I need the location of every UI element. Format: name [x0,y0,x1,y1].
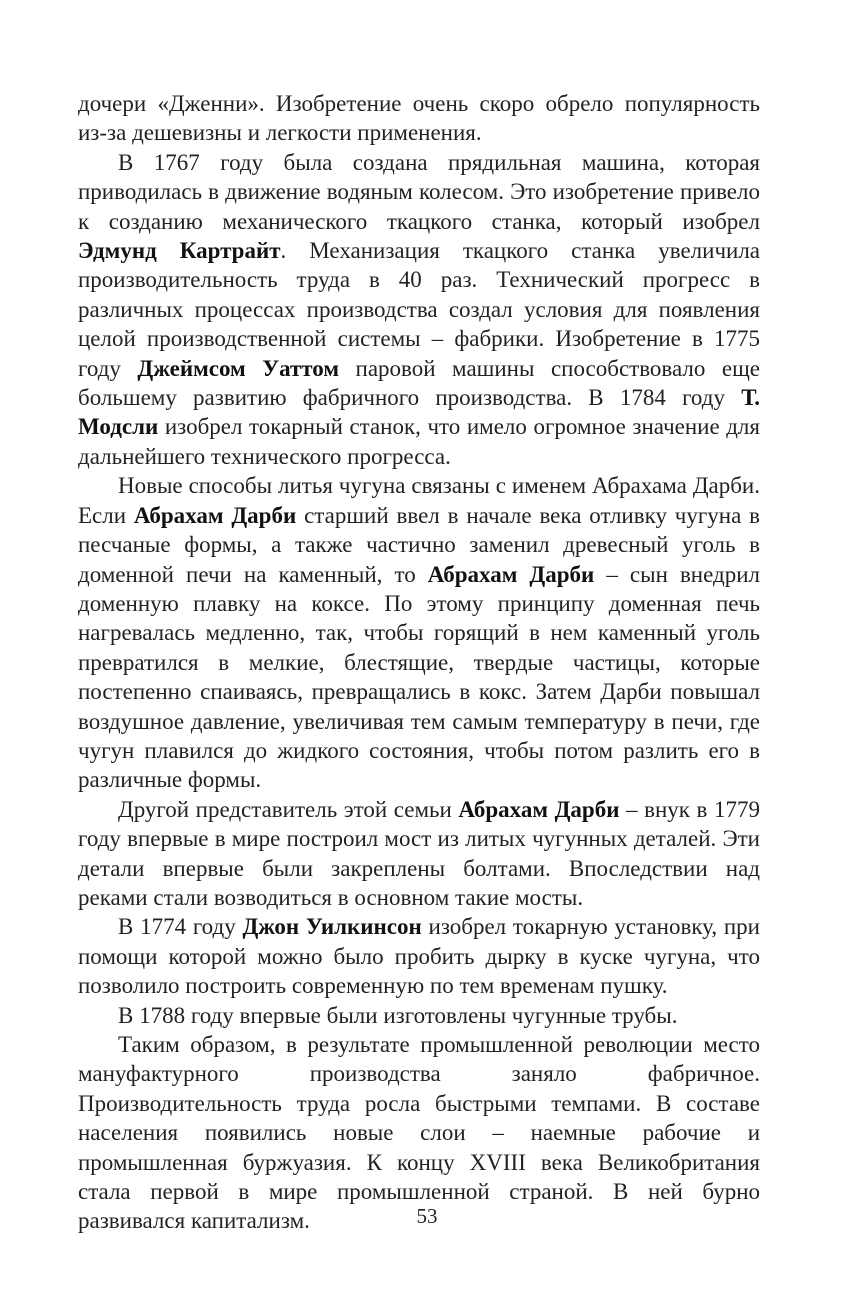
page-number: 53 [416,1204,438,1228]
paragraph-cast-iron [78,471,760,794]
text-run: дочери «Дженни». Изобретение очень скоро обрело популярность из-за дешевизны и легкости применения. [78,91,760,146]
page-body [78,89,760,1236]
paragraph-wilkinson [78,912,760,1000]
text-run: изобрел токарный станок, что имело огромное значение для дальнейшего технического прогресса. [78,414,760,469]
text-run: В 1767 году была создана прядильная машина, которая приводилась в движение водяным колесом. Это изобретение привело к созданию механического ткацкого станка, который изобрел [78,149,760,234]
bold-name: Абрахам Дарби [427,561,595,587]
paragraph-iron-pipes [78,1001,760,1030]
paragraph-spinning-machine [78,148,760,471]
bold-name: Абрахам Дарби [133,502,297,528]
text-run: паровой машины способствовало еще большему развитию фабричного производства. В 1784 году [78,355,760,411]
bold-name: Абрахам Дарби [458,796,620,822]
text-run: В 1774 году [118,914,243,940]
text-run: Другой представитель этой семьи [118,796,459,822]
bold-name: Эдмунд Картрайт [78,238,281,264]
text-run: изобрел токарную установку, при помощи которой можно было пробить дырку в куске чугуна, что позволило построить современную по тем временам пушку. [78,914,760,999]
paragraph-continuation [78,89,760,148]
text-run: старший ввел в начале века отливку чугуна в песчаные формы, а также частично заменил древесный уголь в доменной печи на каменный, то [78,502,761,587]
bold-name: Джон Уилкинсон [242,914,422,940]
text-run: Таким образом, в результате промышленной революции место мануфактурного производства заняло фабричное. Производительность труда росла быстрыми темпами. В составе населения появились новые слои – наемные рабочие и промышленная буржуазия. К концу XVIII века Великобритания стала первой в мире промышленной страной. В ней бурно развивался капитализм. [78,1032,760,1234]
text-run: Новые способы литья чугуна связаны с именем Абрахама Дарби. Если [78,473,760,528]
bold-name: Т. Модсли [78,385,760,440]
text-run: – внук в 1779 году впервые в мире построил мост из литых чугунных деталей. Эти детали впервые были закреплены болтами. Впоследствии над реками стали возводиться в основном такие мосты. [78,796,760,910]
bold-name: Джеймсом Уаттом [137,355,339,381]
paragraph-iron-bridge [78,795,760,913]
text-run: В 1788 году впервые были изготовлены чугунные трубы. [118,1002,678,1028]
text-run: – сын внедрил доменную плавку на коксе. По этому принципу доменная печь нагревалась медленно, так, чтобы горящий в нем каменный уголь превратился в мелкие, блестящие, твердые частицы, которые постепенно спаиваясь, превращались в кокс. Затем Дарби повышал воздушное давление, увеличивая тем самым температуру в печи, где чугун плавился до жидкого состояния, чтобы потом разлить его в различные формы. [78,561,761,793]
text-run: . Механизация ткацкого станка увеличила производительность труда в 40 раз. Технический прогресс в различных процессах производства создал условия для появления целой производственной системы – фабрики. Изобретение в 1775 году [78,238,761,381]
